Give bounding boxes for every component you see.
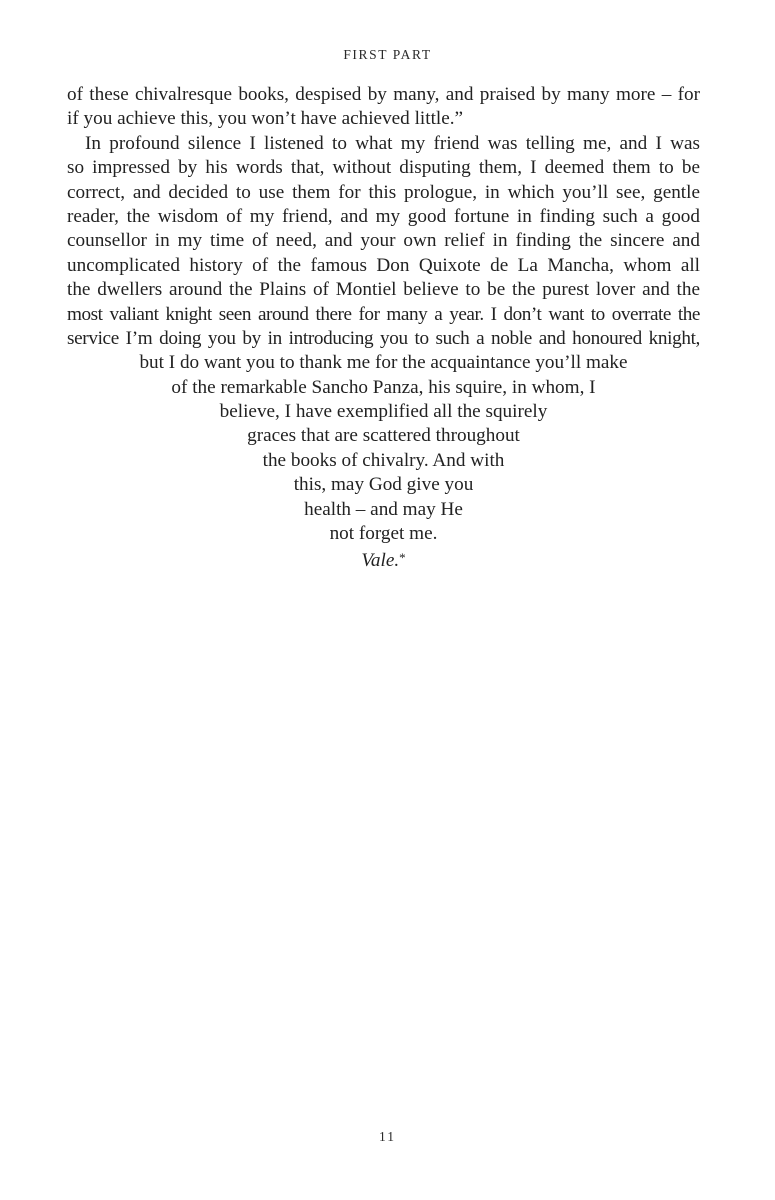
page-number: 11	[379, 1129, 396, 1144]
footnote-marker: *	[399, 550, 406, 566]
text-line: if you achieve this, you won’t have achieved little.”	[67, 108, 464, 130]
closing-word: Vale.	[361, 550, 400, 572]
text-line: but I do want you to thank me for the acquaintance you’ll make	[139, 352, 628, 374]
closing-line	[67, 546, 700, 570]
text-line: graces that are scattered throughout	[247, 425, 520, 447]
text-line: of these chivalresque books, despised by many, and praised by many more – for	[67, 84, 700, 105]
text-line: uncomplicated history of the famous Don Quixote de La Mancha, whom all	[67, 254, 700, 276]
text-line: correct, and decided to use them for this prologue, in which you’ll see, gentle	[67, 181, 700, 203]
text-line: of the remarkable Sancho Panza, his squire, in whom, I	[171, 376, 596, 398]
running-head: FIRST PART	[343, 47, 432, 62]
text-line: the dwellers around the Plains of Montiel believe to be the purest lover and the	[67, 279, 700, 301]
text-line: service I’m doing you by in introducing you to such a noble and honoured knight,	[67, 327, 700, 349]
text-line: In profound silence I listened to what my friend was telling me, and I was	[85, 132, 700, 154]
text-line: believe, I have exemplified all the squirely	[219, 401, 548, 423]
text-line: counsellor in my time of need, and your own relief in finding the sincere and	[67, 230, 700, 252]
text-line: the books of chivalry. And with	[262, 449, 505, 471]
text-line: most valiant knight seen around there for many a year. I don’t want to overrate the	[67, 303, 700, 325]
page-text	[67, 83, 700, 571]
text-line: not forget me.	[329, 523, 438, 545]
text-line: reader, the wisdom of my friend, and my good fortune in finding such a good	[67, 205, 700, 227]
text-line: so impressed by his words that, without disputing them, I deemed them to be	[67, 157, 700, 179]
text-line: health – and may He	[304, 498, 463, 520]
text-line: this, may God give you	[293, 474, 474, 496]
